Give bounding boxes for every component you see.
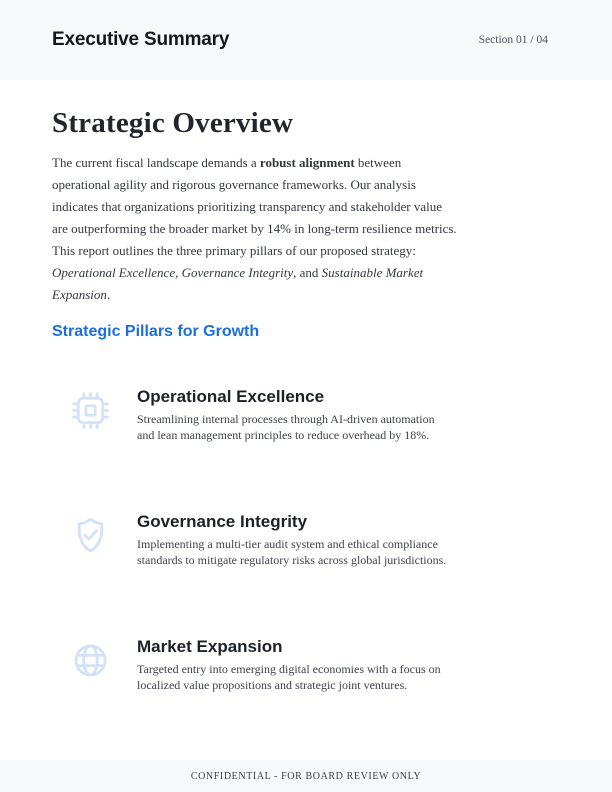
pillar-market-expansion	[52, 638, 560, 693]
pillar-title: Operational Excellence	[137, 387, 325, 406]
pillar-description-line: standards to mitigate regulatory risks across global jurisdictions.	[137, 552, 447, 567]
confidentiality-notice: CONFIDENTIAL - FOR BOARD REVIEW ONLY	[190, 770, 422, 782]
strategic-overview-heading: Strategic Overview	[52, 107, 294, 139]
page-body	[0, 106, 612, 693]
pillar-operational-excellence	[52, 388, 560, 443]
pillar-text	[137, 513, 560, 568]
pillar-description-line: and lean management principles to reduce overhead by 18%.	[137, 427, 430, 442]
page-header	[0, 0, 612, 80]
pillars-subheading: Strategic Pillars for Growth	[52, 323, 260, 340]
pillar-description	[137, 412, 560, 443]
section-indicator: Section 01 / 04	[478, 34, 548, 46]
pillar-governance-integrity	[52, 513, 560, 568]
document-title: Executive Summary	[52, 29, 230, 50]
intro-paragraph: The current fiscal landscape demands a robust alignment between operational agility and rigorous governance frameworks. Our analysis indicates that organizations prioritizing transparency and stakeholder value are outperforming the broader market by 14% in long-term resilience metrics. This report outlines the three primary pillars of our proposed strategy: Operational Excellence, Governance Integrity, and Sustainable Market Expansion.	[52, 155, 457, 302]
pillar-text	[137, 638, 560, 693]
pillar-description	[137, 537, 560, 568]
pillar-description-line: Implementing a multi-tier audit system and ethical compliance	[137, 537, 438, 551]
page-footer	[0, 760, 612, 792]
pillars-list	[52, 388, 560, 693]
cpu-chip-icon	[68, 388, 113, 433]
pillar-description-line: Streamlining internal processes through AI-driven automation	[137, 412, 435, 426]
pillar-title: Governance Integrity	[137, 512, 308, 531]
pillar-description-line: localized value propositions and strategic joint ventures.	[137, 677, 408, 692]
globe-icon	[68, 638, 113, 683]
pillar-description	[137, 662, 560, 693]
pillar-text	[137, 388, 560, 443]
shield-check-icon	[68, 513, 113, 558]
pillar-description-line: Targeted entry into emerging digital economies with a focus on	[137, 662, 441, 676]
pillar-title: Market Expansion	[137, 637, 283, 656]
